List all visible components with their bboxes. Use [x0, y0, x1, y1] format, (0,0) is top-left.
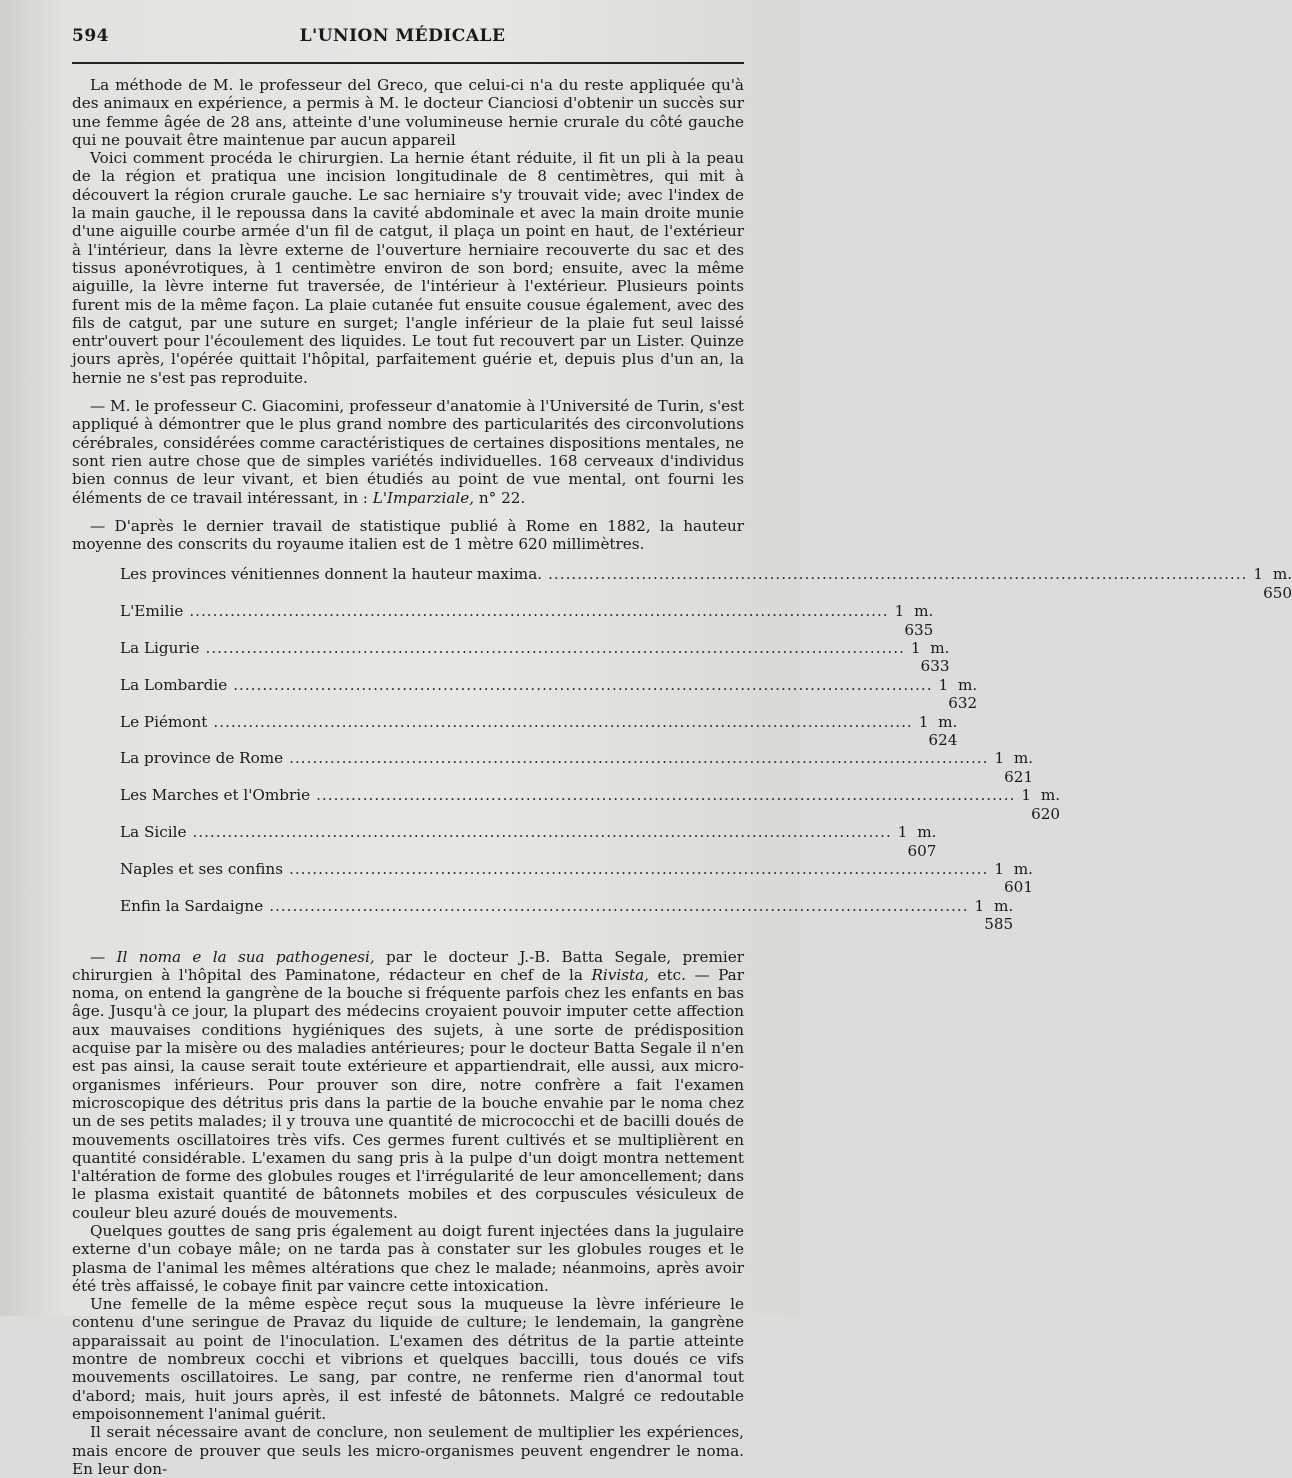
height-metres: 1	[994, 859, 1004, 878]
table-row	[120, 639, 950, 676]
height-metres: 1	[1021, 786, 1032, 805]
leader-dots: ........................................................................................................................	[213, 712, 913, 731]
paragraph-del-greco-method: La méthode de M. le professeur del Greco, que celui-ci n'a du reste appliquée qu'à des animaux en expérience, a permis à M. le docteur Cianciosi d'obtenir un succès sur une femme âgée de 28 ans, atteinte d'une volumineuse hernie crurale du côté gauche qui ne pouvait être maintenue par aucun appareil	[72, 76, 744, 149]
paragraph-statistics: — D'après le dernier travail de statistique publié à Rome en 1882, la hauteur moyenne des conscrits du royaume italien est de 1 mètre 620 millimètres.	[72, 516, 744, 554]
page-number: 594	[72, 26, 109, 46]
height-value: m. 633	[920, 639, 950, 676]
paragraph-cobaye-male: Quelques gouttes de sang pris également au doigt furent injectées dans la jugulaire externe d'un cobaye mâle; on ne tarda pas à constater sur les globules rouges et le plasma de l'animal les mêmes altérations que chez le malade; néanmoins, après avoir été très affaissé, le cobaye finit par vaincre cette intoxication.	[72, 1222, 744, 1295]
leader-dots: ........................................................................................................................	[233, 675, 933, 694]
paragraph-noma	[72, 948, 744, 1222]
height-metres: 1	[1253, 565, 1264, 584]
giacomini-text: — M. le professeur C. Giacomini, professeur d'anatomie à l'Université de Turin, s'est appliqué à démontrer que le plus grand nombre des particularités des circonvolutions cérébrales, considérées comme caractéristiques de certaines dispositions mentales, ne sont rien autre chose que de simples variétés individuelles. 168 cerveaux d'individus bien connus de leur vivant, et bien étudiés au point de vue mental, ont fourni les éléments de ce travail intéressant, in :	[72, 397, 744, 507]
region-label: La province de Rome	[120, 749, 284, 768]
table-row	[120, 859, 1033, 897]
paragraph-cobaye-femelle: Une femelle de la même espèce reçut sous la muqueuse la lèvre inférieure le contenu d'une seringue de Pravaz du liquide de culture; le lendemain, la gangrène apparaissait au point de l'inoculation. L'examen des détritus de la partie atteinte montre de nombreux cocchi et vibrions et quelques baccilli, tous doués ce vifs mouvements oscillatoires. Le sang, par contre, ne renferme rien d'anormal tout d'abord; mais, huit jours après, il est infesté de bâtonnets. Malgré ce redoutable empoisonnement l'animal guérit.	[72, 1295, 744, 1423]
region-label: Les provinces vénitiennes donnent la hauteur maxima.	[120, 565, 543, 584]
height-metres: 1	[894, 602, 905, 621]
paragraph-surgery-procedure: Voici comment procéda le chirurgien. La hernie étant réduite, il fit un pli à la peau de la région et pratiqua une incision longitudinale de 8 centimètres, qui mit à découvert la région crurale gauche. Le sac herniaire s'y trouvait vide; avec l'index de la main gauche, il le repoussa dans la cavité abdominale et avec la main droite munie d'une aiguille courbe armée d'un fil de catgut, il plaça un point en haut, de l'extérieur à l'intérieur, dans la lèvre externe de l'ouverture herniaire recouverte du sac et des tissus aponévrotiques, à 1 centimètre environ de son bord; ensuite, avec la même aiguille, la lèvre interne fut traversée, de l'intérieur à l'extérieur. Plusieurs points furent mis de la même façon. La plaie cutanée fut ensuite cousue également, avec des fils de catgut, par une suture en surget; l'angle inférieur de la plaie fut seul laissé entr'ouvert pour l'écoulement des liquides. Le tout fut recouvert par un Lister. Quinze jours après, l'opérée quittait l'hôpital, parfaitement guérie et, depuis plus d'un an, la hernie ne s'est pas reproduite.	[72, 149, 744, 387]
spacer	[72, 387, 744, 397]
region-label: La Ligurie	[120, 639, 200, 658]
source-imparziale: L'Imparziale,	[372, 488, 475, 507]
noma-text-a: par le docteur J.-B. Batta Segale, premier chirurgien à l'hôpital des Paminatone, rédacteur en chef de la	[72, 947, 744, 984]
noma-text-b: etc. — Par noma, on entend la gangrène de la bouche si fréquente parfois chez les enfants en bas âge. Jusqu'à ce jour, la plupart des médecins croyaient pouvoir imputer cette affection aux mauvaises conditions hygiéniques des sujets, à une sorte de prédisposition acquise par la misère ou des maladies antérieures; pour le docteur Batta Segale il n'en est pas ainsi, la cause serait toute extérieure et appartiendrait, elle aussi, aux micro-organismes inférieurs. Pour prouver son dire, notre confrère a fait l'examen microscopique des détritus pris dans la partie de la bouche envahie par le noma chez un de ses petits malades; il y trouva une quantité de micrococchi et de bacilli doués de mouvements oscillatoires très vifs. Ces germes furent cultivés et se multiplièrent en quantité considérable. L'examen du sang pris à la pulpe d'un doigt montra nettement l'altération de forme des globules rouges et l'irrégularité de leur amoncellement; dans le plasma existait quantité de bâtonnets mobiles et des corpuscules vésiculeux de couleur bleu azuré doués de mouvements.	[72, 965, 744, 1222]
height-value: m. 607	[907, 823, 937, 860]
leader-dots: ........................................................................................................................	[269, 896, 969, 915]
leader-dots: ........................................................................................................................	[192, 823, 892, 842]
region-label: La Lombardie	[120, 675, 228, 694]
spacer	[72, 507, 744, 517]
leader-dots: ........................................................................................................................	[548, 565, 1248, 584]
journal-title: L'UNION MÉDICALE	[299, 26, 506, 46]
height-value: m. 621	[1004, 749, 1034, 786]
table-row	[120, 896, 1014, 934]
region-label: La Sicile	[120, 823, 187, 842]
table-row	[120, 823, 937, 860]
table-row	[120, 602, 934, 639]
noma-rivista: Rivista,	[591, 965, 649, 984]
running-header	[72, 26, 744, 56]
height-metres: 1	[938, 675, 949, 694]
leader-dots: ........................................................................................................................	[289, 749, 989, 768]
height-value: m. 635	[904, 602, 934, 639]
height-metres: 1	[994, 749, 1005, 768]
height-value: m. 620	[1031, 786, 1061, 823]
region-label: L'Emilie	[120, 602, 184, 621]
height-value: m. 585	[984, 896, 1014, 934]
source-issue: n° 22.	[474, 488, 526, 507]
noma-title: — Il noma e la sua pathogenesi,	[90, 947, 375, 966]
leader-dots: ........................................................................................................................	[205, 639, 905, 658]
height-value: m. 624	[928, 712, 958, 750]
table-row	[120, 786, 1061, 823]
table-row	[120, 712, 958, 750]
region-label: Les Marches et l'Ombrie	[120, 786, 311, 805]
height-value: m. 601	[1004, 859, 1033, 897]
height-table	[120, 565, 1292, 934]
header-rule	[72, 62, 744, 64]
height-value: m. 650	[1263, 565, 1292, 602]
height-metres: 1	[918, 712, 929, 731]
table-row	[120, 749, 1034, 786]
height-value: m. 632	[948, 675, 978, 713]
region-label: Naples et ses confins	[120, 859, 283, 878]
leader-dots: ........................................................................................................................	[289, 859, 989, 878]
height-metres: 1	[897, 823, 908, 842]
region-label: Enfin la Sardaigne	[120, 896, 264, 915]
table-row	[120, 675, 978, 713]
paragraph-conclusion: Il serait nécessaire avant de conclure, non seulement de multiplier les expériences, mais encore de prouver que seuls les micro-organismes peuvent engendrer le noma. En leur don-	[72, 1423, 744, 1478]
paragraph-giacomini	[72, 397, 744, 507]
height-metres: 1	[910, 639, 921, 658]
height-metres: 1	[974, 896, 985, 915]
region-label: Le Piémont	[120, 712, 208, 731]
leader-dots: ........................................................................................................................	[189, 602, 889, 621]
leader-dots: ........................................................................................................................	[316, 786, 1016, 805]
table-row	[120, 565, 1292, 602]
